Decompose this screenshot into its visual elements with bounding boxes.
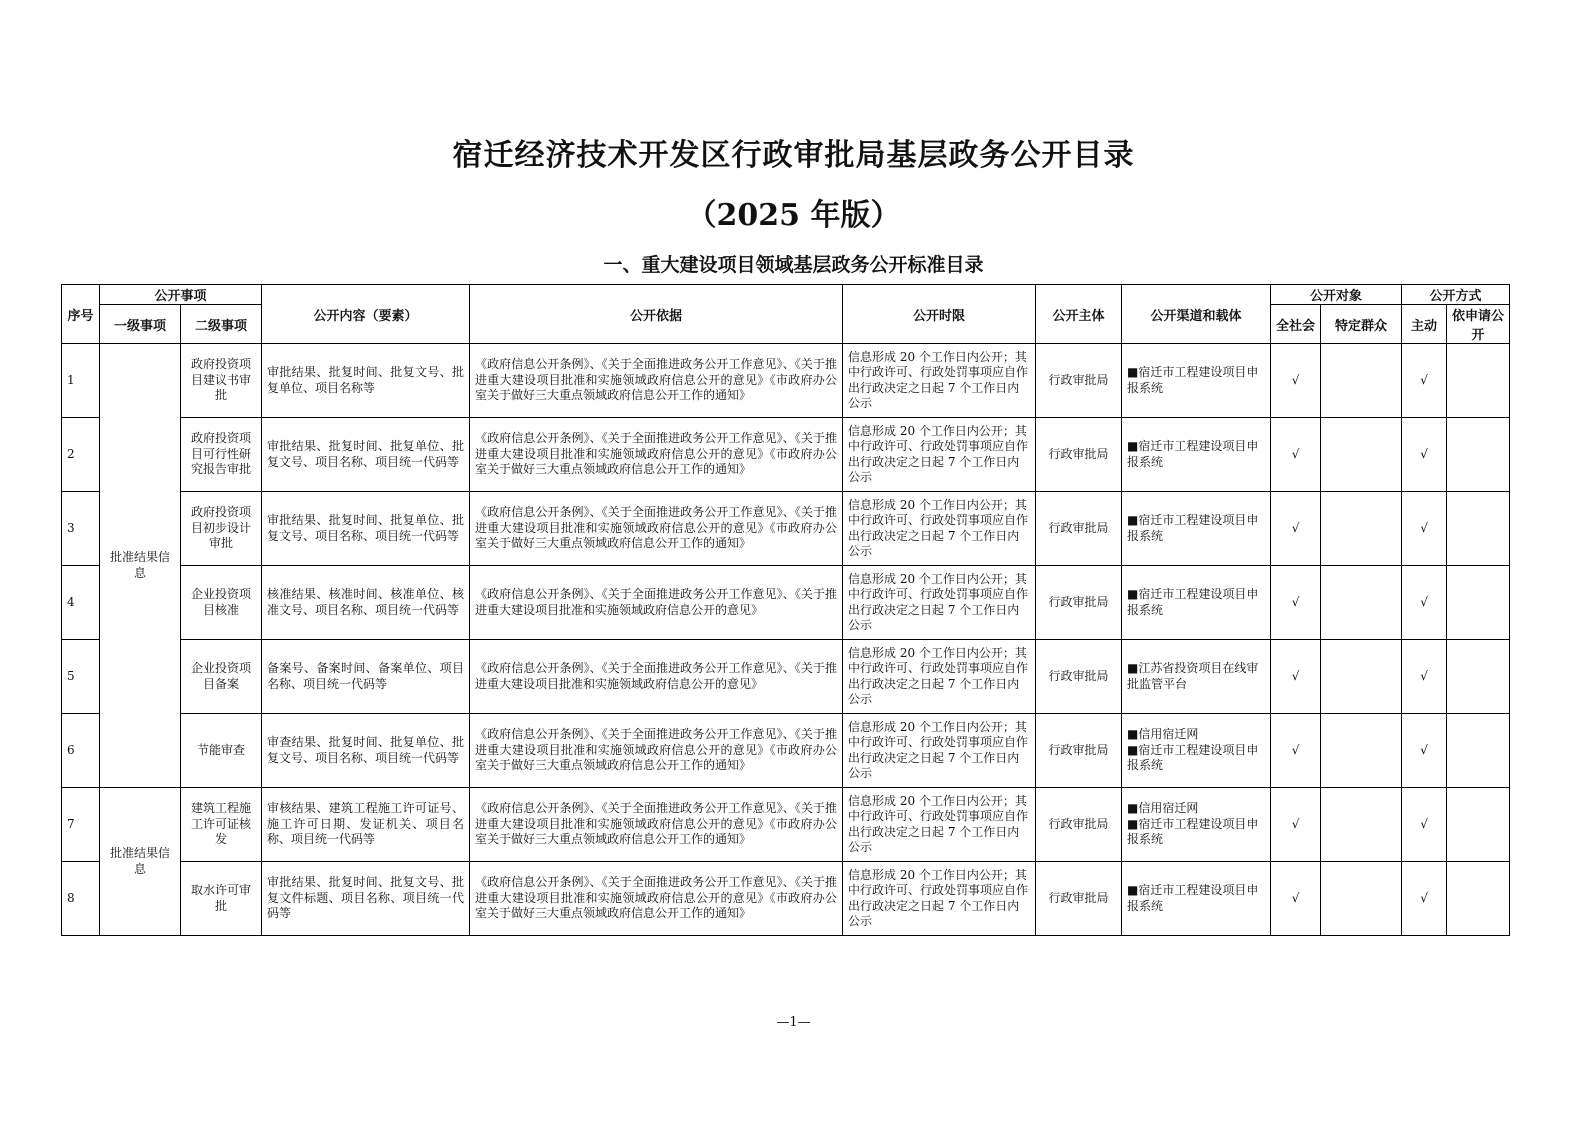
row-mode-request — [1447, 640, 1510, 714]
header-subject: 公开主体 — [1036, 285, 1122, 344]
row-mode-request — [1447, 418, 1510, 492]
row-basis: 《政府信息公开条例》、《关于全面推进政务公开工作意见》、《关于推进重大建设项目批准和实施领域政府信息公开的意见》《市政府办公室关于做好三大重点领域政府信息公开工作的通知》 — [470, 492, 843, 566]
row-content: 审核结果、建筑工程施工许可证号、施工许可日期、发证机关、项目名称、项目统一代码等 — [262, 788, 470, 862]
channel-item: ■宿迁市工程建设项目申报系统 — [1127, 816, 1259, 847]
row-timelimit: 信息形成 20 个工作日内公开；其中行政许可、行政处罚事项应自作出行政决定之日起 7 个工作日内公示 — [843, 714, 1036, 788]
row-target-specific — [1321, 714, 1402, 788]
header-basis: 公开依据 — [470, 285, 843, 344]
row-mode-active: √ — [1402, 640, 1447, 714]
header-target-all: 全社会 — [1271, 305, 1321, 344]
catalog-table — [61, 284, 1510, 936]
row-subject: 行政审批局 — [1036, 418, 1122, 492]
header-target: 公开对象 — [1271, 285, 1402, 305]
row-channels — [1122, 788, 1271, 862]
table-row — [62, 566, 1510, 640]
table-row — [62, 418, 1510, 492]
row-level1: 批准结果信息 — [100, 344, 181, 788]
row-subject: 行政审批局 — [1036, 714, 1122, 788]
row-level2: 建筑工程施工许可证核发 — [181, 788, 262, 862]
table-row — [62, 640, 1510, 714]
channel-item: ■宿迁市工程建设项目申报系统 — [1127, 587, 1259, 617]
row-subject: 行政审批局 — [1036, 344, 1122, 418]
row-mode-active: √ — [1402, 344, 1447, 418]
row-channels — [1122, 492, 1271, 566]
row-mode-active: √ — [1402, 566, 1447, 640]
row-seq: 8 — [62, 862, 100, 936]
row-mode-request — [1447, 566, 1510, 640]
row-seq: 3 — [62, 492, 100, 566]
row-target-specific — [1321, 640, 1402, 714]
row-timelimit: 信息形成 20 个工作日内公开；其中行政许可、行政处罚事项应自作出行政决定之日起 7 个工作日内公示 — [843, 492, 1036, 566]
row-mode-request — [1447, 492, 1510, 566]
row-subject: 行政审批局 — [1036, 640, 1122, 714]
row-mode-request — [1447, 344, 1510, 418]
row-mode-active: √ — [1402, 492, 1447, 566]
row-basis: 《政府信息公开条例》、《关于全面推进政务公开工作意见》、《关于推进重大建设项目批准和实施领域政府信息公开的意见》 — [470, 566, 843, 640]
row-timelimit: 信息形成 20 个工作日内公开；其中行政许可、行政处罚事项应自作出行政决定之日起 7 个工作日内公示 — [843, 862, 1036, 936]
header-target-specific: 特定群众 — [1321, 305, 1402, 344]
row-target-specific — [1321, 788, 1402, 862]
row-timelimit: 信息形成 20 个工作日内公开；其中行政许可、行政处罚事项应自作出行政决定之日起 7 个工作日内公示 — [843, 418, 1036, 492]
table-body — [62, 344, 1510, 936]
header-mode-request: 依申请公开 — [1447, 305, 1510, 344]
row-content: 审批结果、批复时间、批复单位、批复文号、项目名称、项目统一代码等 — [262, 492, 470, 566]
row-target-all: √ — [1271, 788, 1321, 862]
document-subtitle: （2025 年版） — [686, 198, 901, 233]
section-heading: 一、重大建设项目领域基层政务公开标准目录 — [603, 254, 984, 276]
row-timelimit: 信息形成 20 个工作日内公开；其中行政许可、行政处罚事项应自作出行政决定之日起 7 个工作日内公示 — [843, 566, 1036, 640]
row-content: 审查结果、批复时间、批复单位、批复文号、项目名称、项目统一代码等 — [262, 714, 470, 788]
row-subject: 行政审批局 — [1036, 566, 1122, 640]
row-mode-active: √ — [1402, 418, 1447, 492]
channel-item: ■江苏省投资项目在线审批监管平台 — [1127, 661, 1259, 691]
row-target-specific — [1321, 344, 1402, 418]
channel-item: ■宿迁市工程建设项目申报系统 — [1127, 439, 1259, 469]
row-channels — [1122, 418, 1271, 492]
row-channels — [1122, 566, 1271, 640]
row-target-all: √ — [1271, 344, 1321, 418]
header-mode: 公开方式 — [1402, 285, 1510, 305]
row-content: 备案号、备案时间、备案单位、项目名称、项目统一代码等 — [262, 640, 470, 714]
document-title: 宿迁经济技术开发区行政审批局基层政务公开目录 — [452, 138, 1135, 173]
header-mode-active: 主动 — [1402, 305, 1447, 344]
row-subject: 行政审批局 — [1036, 788, 1122, 862]
row-mode-request — [1447, 862, 1510, 936]
row-target-all: √ — [1271, 492, 1321, 566]
header-content: 公开内容（要素） — [262, 285, 470, 344]
row-content: 审批结果、批复时间、批复文号、批复单位、项目名称等 — [262, 344, 470, 418]
header-seq: 序号 — [62, 285, 100, 344]
row-level2: 企业投资项目备案 — [181, 640, 262, 714]
row-channels — [1122, 714, 1271, 788]
row-mode-active: √ — [1402, 788, 1447, 862]
header-channel: 公开渠道和载体 — [1122, 285, 1271, 344]
row-mode-request — [1447, 788, 1510, 862]
row-target-specific — [1321, 492, 1402, 566]
row-level2: 节能审查 — [181, 714, 262, 788]
row-seq: 7 — [62, 788, 100, 862]
row-channels — [1122, 862, 1271, 936]
row-timelimit: 信息形成 20 个工作日内公开；其中行政许可、行政处罚事项应自作出行政决定之日起 7 个工作日内公示 — [843, 344, 1036, 418]
row-target-specific — [1321, 566, 1402, 640]
row-target-specific — [1321, 418, 1402, 492]
row-basis: 《政府信息公开条例》、《关于全面推进政务公开工作意见》、《关于推进重大建设项目批准和实施领域政府信息公开的意见》《市政府办公室关于做好三大重点领域政府信息公开工作的通知》 — [470, 788, 843, 862]
row-channels — [1122, 640, 1271, 714]
channel-item: ■信用宿迁网 — [1127, 727, 1199, 742]
row-level1: 批准结果信息 — [100, 788, 181, 936]
row-timelimit: 信息形成 20 个工作日内公开；其中行政许可、行政处罚事项应自作出行政决定之日起 7 个工作日内公示 — [843, 788, 1036, 862]
row-target-all: √ — [1271, 862, 1321, 936]
table-row — [62, 862, 1510, 936]
table-row — [62, 492, 1510, 566]
channel-item: ■宿迁市工程建设项目申报系统 — [1127, 883, 1259, 913]
row-basis: 《政府信息公开条例》、《关于全面推进政务公开工作意见》、《关于推进重大建设项目批准和实施领域政府信息公开的意见》 — [470, 640, 843, 714]
header-matters: 公开事项 — [100, 285, 262, 305]
channel-item: ■宿迁市工程建设项目申报系统 — [1127, 742, 1259, 773]
table-row — [62, 788, 1510, 862]
header-timelimit: 公开时限 — [843, 285, 1036, 344]
row-target-all: √ — [1271, 714, 1321, 788]
row-timelimit: 信息形成 20 个工作日内公开；其中行政许可、行政处罚事项应自作出行政决定之日起 7 个工作日内公示 — [843, 640, 1036, 714]
row-content: 审批结果、批复时间、批复文号、批复文件标题、项目名称、项目统一代码等 — [262, 862, 470, 936]
row-level2: 政府投资项目可行性研究报告审批 — [181, 418, 262, 492]
row-basis: 《政府信息公开条例》、《关于全面推进政务公开工作意见》、《关于推进重大建设项目批准和实施领域政府信息公开的意见》《市政府办公室关于做好三大重点领域政府信息公开工作的通知》 — [470, 418, 843, 492]
row-subject: 行政审批局 — [1036, 492, 1122, 566]
row-seq: 6 — [62, 714, 100, 788]
channel-item: ■宿迁市工程建设项目申报系统 — [1127, 365, 1259, 395]
row-mode-active: √ — [1402, 714, 1447, 788]
row-level2: 企业投资项目核准 — [181, 566, 262, 640]
row-content: 审批结果、批复时间、批复单位、批复文号、项目名称、项目统一代码等 — [262, 418, 470, 492]
table-header — [62, 285, 1510, 344]
row-mode-active: √ — [1402, 862, 1447, 936]
row-seq: 1 — [62, 344, 100, 418]
row-target-all: √ — [1271, 640, 1321, 714]
row-level2: 取水许可审批 — [181, 862, 262, 936]
row-basis: 《政府信息公开条例》、《关于全面推进政务公开工作意见》、《关于推进重大建设项目批准和实施领域政府信息公开的意见》《市政府办公室关于做好三大重点领域政府信息公开工作的通知》 — [470, 862, 843, 936]
row-mode-request — [1447, 714, 1510, 788]
table-row — [62, 344, 1510, 418]
row-subject: 行政审批局 — [1036, 862, 1122, 936]
channel-item: ■宿迁市工程建设项目申报系统 — [1127, 513, 1259, 543]
row-seq: 4 — [62, 566, 100, 640]
row-content: 核准结果、核准时间、核准单位、核准文号、项目名称、项目统一代码等 — [262, 566, 470, 640]
row-basis: 《政府信息公开条例》、《关于全面推进政务公开工作意见》、《关于推进重大建设项目批准和实施领域政府信息公开的意见》《市政府办公室关于做好三大重点领域政府信息公开工作的通知》 — [470, 714, 843, 788]
row-seq: 2 — [62, 418, 100, 492]
row-level2: 政府投资项目初步设计审批 — [181, 492, 262, 566]
page-number: —1— — [776, 1015, 811, 1030]
channel-item: ■信用宿迁网 — [1127, 801, 1199, 816]
row-level2: 政府投资项目建议书审批 — [181, 344, 262, 418]
row-target-specific — [1321, 862, 1402, 936]
table-row — [62, 714, 1510, 788]
row-basis: 《政府信息公开条例》、《关于全面推进政务公开工作意见》、《关于推进重大建设项目批准和实施领域政府信息公开的意见》《市政府办公室关于做好三大重点领域政府信息公开工作的通知》 — [470, 344, 843, 418]
header-level2: 二级事项 — [181, 305, 262, 344]
row-seq: 5 — [62, 640, 100, 714]
header-level1: 一级事项 — [100, 305, 181, 344]
row-target-all: √ — [1271, 418, 1321, 492]
row-target-all: √ — [1271, 566, 1321, 640]
row-channels — [1122, 344, 1271, 418]
